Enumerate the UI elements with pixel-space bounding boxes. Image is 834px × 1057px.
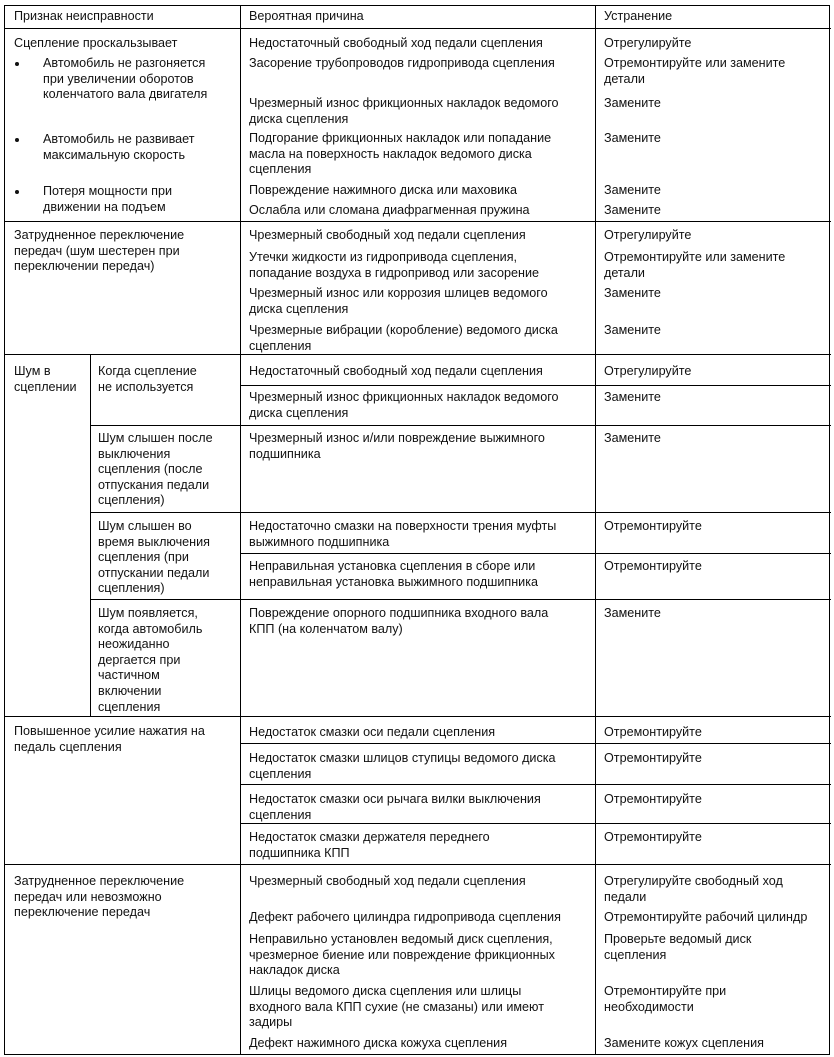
remedy-text: Отремонтируйте bbox=[604, 830, 702, 844]
remedy-text: педали bbox=[604, 889, 647, 904]
noise-condition: сцепления (после bbox=[98, 462, 203, 477]
remedy-text: Отремонтируйте bbox=[604, 559, 702, 573]
cause-text: Неправильная установка сцепления в сборе или bbox=[249, 559, 536, 573]
cause-text: Утечки жидкости из гидропривода сцепления, bbox=[249, 250, 518, 264]
remedy-text: Отремонтируйте при bbox=[604, 984, 727, 998]
row-rule bbox=[240, 385, 831, 386]
cause-text: Недостаточный свободный ход педали сцепления bbox=[249, 36, 543, 50]
remedy-text: Отремонтируйте рабочий цилиндр bbox=[604, 910, 808, 924]
cause-text: входного вала КПП сухие (не смазаны) или имеют bbox=[249, 999, 544, 1014]
remedy-text: Замените bbox=[604, 431, 661, 445]
cause-text: Дефект рабочего цилиндра гидропривода сцепления bbox=[249, 910, 561, 924]
noise-condition: Шум появляется, bbox=[98, 606, 198, 620]
remedy-text: Отремонтируйте или замените bbox=[604, 56, 786, 70]
cause-text: задиры bbox=[249, 1015, 293, 1030]
remedy-text: Отрегулируйте bbox=[604, 36, 692, 50]
symptom-detail: Автомобиль не разгоняется bbox=[43, 56, 206, 70]
row-rule bbox=[240, 553, 831, 554]
remedy-text: Отремонтируйте bbox=[604, 725, 702, 739]
cause-text: выжимного подшипника bbox=[249, 534, 390, 549]
noise-condition: время выключения bbox=[98, 534, 210, 549]
remedy-text: Замените bbox=[604, 390, 661, 404]
cause-text: Засорение трубопроводов гидропривода сцепления bbox=[249, 56, 555, 70]
cause-text: Шлицы ведомого диска сцепления или шлицы bbox=[249, 984, 522, 998]
remedy-text: Отремонтируйте bbox=[604, 519, 702, 533]
cause-text: сцепления bbox=[249, 807, 312, 822]
remedy-text: Отрегулируйте свободный ход bbox=[604, 874, 783, 888]
row-rule bbox=[240, 784, 831, 785]
subgroup-rule bbox=[90, 599, 831, 600]
noise-condition: Шум слышен после bbox=[98, 431, 213, 445]
bullet-icon bbox=[15, 138, 19, 142]
bullet-icon bbox=[15, 62, 19, 66]
header-remedy: Устранение bbox=[604, 9, 673, 23]
symptom-detail: максимальную скорость bbox=[43, 147, 185, 162]
subgroup-rule bbox=[90, 512, 831, 513]
remedy-text: детали bbox=[604, 71, 645, 86]
cause-text: Подгорание фрикционных накладок или попадание bbox=[249, 131, 552, 145]
cause-text: подшипника КПП bbox=[249, 845, 350, 860]
symptom-label: Затрудненное переключение bbox=[14, 228, 185, 242]
cause-text: чрезмерное биение или повреждение фрикционных bbox=[249, 947, 555, 962]
cause-text: Неправильно установлен ведомый диск сцепления, bbox=[249, 932, 553, 946]
symptom-label: передач или невозможно bbox=[14, 889, 162, 904]
cause-text: накладок диска bbox=[249, 963, 340, 978]
cause-text: диска сцепления bbox=[249, 111, 349, 126]
noise-condition: сцепления) bbox=[98, 581, 165, 596]
symptom-label: Шум в bbox=[14, 364, 51, 378]
cause-text: Ослабла или сломана диафрагменная пружина bbox=[249, 203, 530, 217]
column-rule-1 bbox=[240, 5, 241, 1055]
remedy-text: Замените bbox=[604, 606, 661, 620]
group-rule bbox=[5, 864, 831, 865]
noise-condition: сцепления) bbox=[98, 493, 165, 508]
row-rule bbox=[240, 743, 831, 744]
header-cause: Вероятная причина bbox=[249, 9, 364, 23]
cause-text: сцепления bbox=[249, 162, 312, 177]
remedy-text: Замените bbox=[604, 96, 661, 110]
remedy-text: Замените bbox=[604, 323, 661, 337]
header-symptom: Признак неисправности bbox=[14, 9, 154, 23]
remedy-text: Замените bbox=[604, 131, 661, 145]
noise-condition: сцепления bbox=[98, 699, 161, 714]
cause-text: диска сцепления bbox=[249, 405, 349, 420]
noise-condition: когда автомобиль bbox=[98, 621, 203, 636]
symptom-label: переключение передач bbox=[14, 905, 151, 920]
symptom-label: Затрудненное переключение bbox=[14, 874, 185, 888]
remedy-text: Замените кожух сцепления bbox=[604, 1036, 764, 1050]
noise-condition: включении bbox=[98, 684, 162, 698]
cause-text: Чрезмерный свободный ход педали сцепления bbox=[249, 874, 526, 888]
noise-condition: не используется bbox=[98, 379, 194, 394]
noise-condition: неожиданно bbox=[98, 637, 170, 652]
cause-text: Чрезмерный износ фрикционных накладок ведомого bbox=[249, 390, 559, 404]
column-rule-2 bbox=[595, 5, 596, 1055]
remedy-text: Отремонтируйте bbox=[604, 751, 702, 765]
row-rule bbox=[240, 823, 831, 824]
cause-text: диска сцепления bbox=[249, 301, 349, 316]
symptom-label: сцеплении bbox=[14, 379, 77, 394]
symptom-label: Сцепление проскальзывает bbox=[14, 36, 178, 50]
cause-text: Чрезмерные вибрации (коробление) ведомого диска bbox=[249, 323, 558, 337]
cause-text: Повреждение нажимного диска или маховика bbox=[249, 183, 517, 197]
symptom-detail: коленчатого вала двигателя bbox=[43, 87, 208, 102]
subcolumn-rule bbox=[90, 354, 91, 717]
cause-text: Недостаток смазки оси рычага вилки выключения bbox=[249, 792, 541, 806]
cause-text: неправильная установка выжимного подшипника bbox=[249, 574, 538, 589]
noise-condition: сцепления (при bbox=[98, 550, 189, 565]
remedy-text: детали bbox=[604, 265, 645, 280]
cause-text: подшипника bbox=[249, 446, 321, 461]
remedy-text: Отремонтируйте bbox=[604, 792, 702, 806]
noise-condition: частичном bbox=[98, 668, 160, 683]
cause-text: сцепления bbox=[249, 338, 312, 353]
cause-text: Дефект нажимного диска кожуха сцепления bbox=[249, 1036, 508, 1050]
group-rule bbox=[5, 354, 831, 355]
symptom-detail: Автомобиль не развивает bbox=[43, 132, 195, 146]
cause-text: сцепления bbox=[249, 766, 312, 781]
remedy-text: сцепления bbox=[604, 947, 667, 962]
remedy-text: Отрегулируйте bbox=[604, 228, 692, 242]
bullet-icon bbox=[15, 190, 19, 194]
remedy-text: необходимости bbox=[604, 999, 694, 1014]
noise-condition: Шум слышен во bbox=[98, 519, 192, 533]
cause-text: Недостаток смазки шлицов ступицы ведомого диска bbox=[249, 751, 556, 765]
remedy-text: Отремонтируйте или замените bbox=[604, 250, 786, 264]
cause-text: масла на поверхность накладок ведомого диска bbox=[249, 146, 532, 161]
remedy-text: Замените bbox=[604, 203, 661, 217]
remedy-text: Замените bbox=[604, 286, 661, 300]
fault-table bbox=[4, 5, 830, 1055]
noise-condition: дергается при bbox=[98, 652, 181, 667]
symptom-label: Повышенное усилие нажатия на bbox=[14, 724, 205, 738]
cause-text: попадание воздуха в гидропривод или засорение bbox=[249, 265, 540, 280]
cause-text: Недостаток смазки оси педали сцепления bbox=[249, 725, 496, 739]
symptom-label: переключении передач) bbox=[14, 259, 155, 274]
remedy-text: Проверьте ведомый диск bbox=[604, 932, 752, 946]
group-rule bbox=[5, 716, 831, 717]
noise-condition: выключения bbox=[98, 446, 171, 461]
noise-condition: Когда сцепление bbox=[98, 364, 197, 378]
subgroup-rule bbox=[90, 425, 831, 426]
cause-text: Недостаток смазки держателя переднего bbox=[249, 830, 490, 844]
cause-text: КПП (на коленчатом валу) bbox=[249, 621, 403, 636]
cause-text: Чрезмерный износ и/или повреждение выжимного bbox=[249, 431, 545, 445]
cause-text: Чрезмерный свободный ход педали сцепления bbox=[249, 228, 526, 242]
cause-text: Повреждение опорного подшипника входного вала bbox=[249, 606, 549, 620]
group-rule bbox=[5, 221, 831, 222]
cause-text: Чрезмерный износ или коррозия шлицев ведомого bbox=[249, 286, 548, 300]
header-rule bbox=[5, 28, 831, 29]
remedy-text: Замените bbox=[604, 183, 661, 197]
remedy-text: Отрегулируйте bbox=[604, 364, 692, 378]
symptom-detail: при увеличении оборотов bbox=[43, 71, 194, 86]
noise-condition: отпускания педали bbox=[98, 477, 210, 492]
symptom-label: педаль сцепления bbox=[14, 739, 122, 754]
cause-text: Недостаточный свободный ход педали сцепления bbox=[249, 364, 543, 378]
noise-condition: отпускании педали bbox=[98, 565, 210, 580]
symptom-detail: движении на подъем bbox=[43, 199, 166, 214]
cause-text: Чрезмерный износ фрикционных накладок ведомого bbox=[249, 96, 559, 110]
symptom-detail: Потеря мощности при bbox=[43, 184, 173, 198]
cause-text: Недостаточно смазки на поверхности трения муфты bbox=[249, 519, 557, 533]
symptom-label: передач (шум шестерен при bbox=[14, 243, 180, 258]
